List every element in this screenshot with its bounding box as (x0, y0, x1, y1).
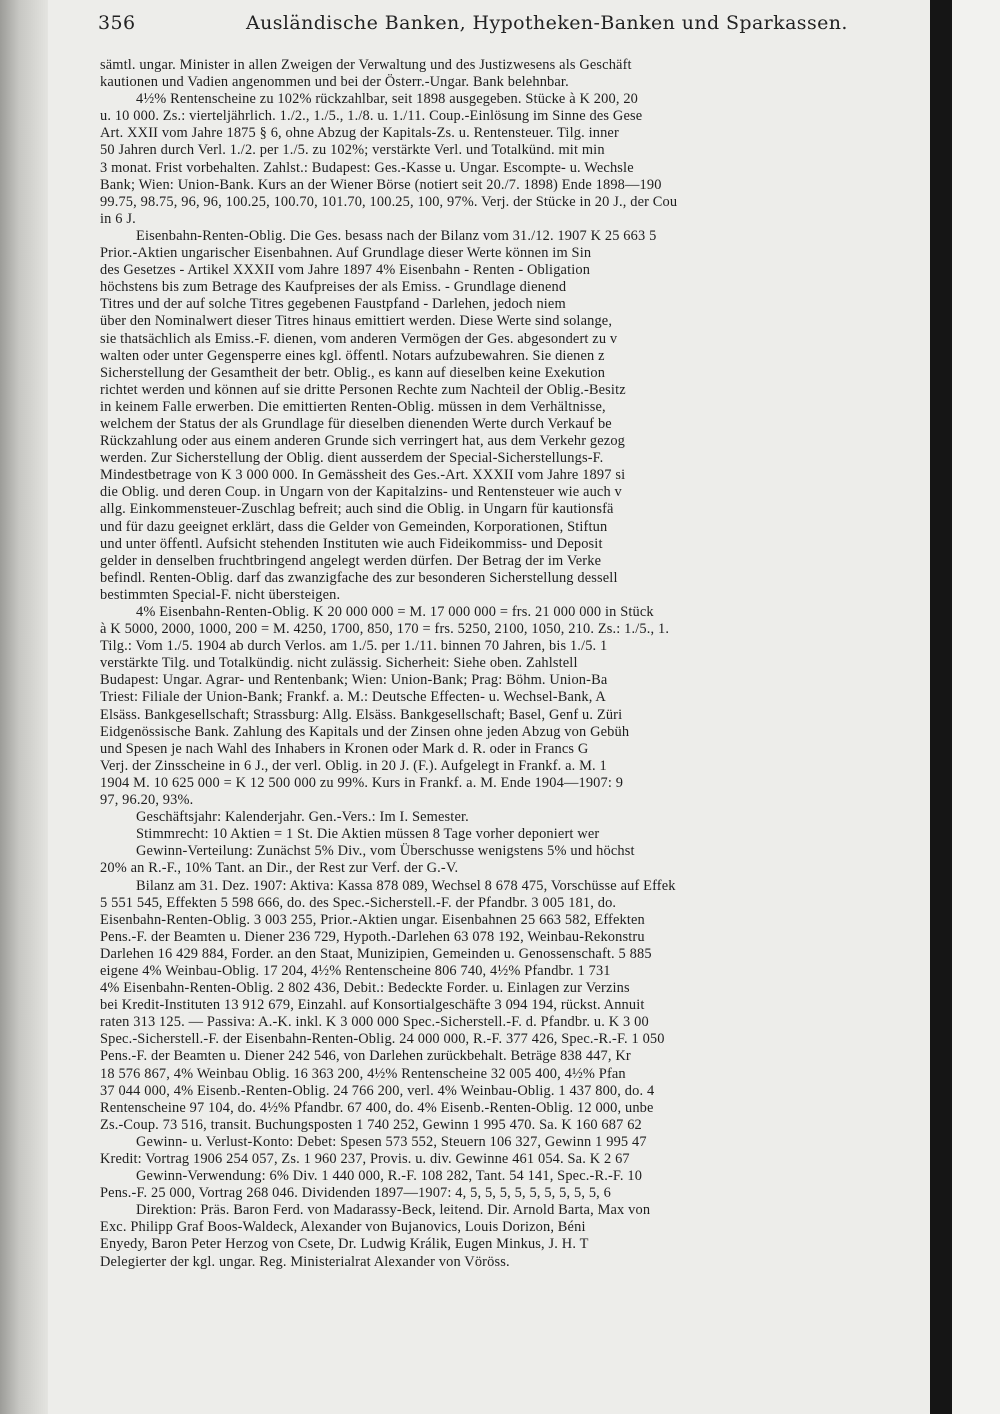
text-line: Mindestbetrage von K 3 000 000. In Gemässheit des Ges.-Art. XXXII vom Jahre 1897 si (100, 467, 626, 484)
text-line: walten oder unter Gegensperre eines kgl. öffentl. Notars aufzubewahren. Sie dienen z (100, 347, 605, 364)
text-line: höchstens bis zum Betrage des Kaufpreises der als Emiss. - Grundlage dienend (100, 279, 567, 296)
text-line: 1904 M. 10 625 000 = K 12 500 000 zu 99%. Kurs in Frankf. a. M. Ende 1904—1907: 9 (100, 774, 624, 791)
text-line: Zs.-Coup. 73 516, transit. Buchungsposten 1 740 252, Gewinn 1 995 470. Sa. K 160 687 62 (100, 1116, 642, 1133)
text-line: bei Kredit-Instituten 13 912 679, Einzahl. auf Konsortialgeschäfte 3 094 194, rückst. Annuit (100, 997, 645, 1014)
text-line: welchem der Status der als Grundlage für dieselben dienenden Werte durch Verkauf be (100, 415, 612, 432)
text-line: sie thatsächlich als Emiss.-F. dienen, vom anderen Vermögen der Ges. abgesondert zu v (100, 330, 618, 347)
text-line: und unter öffentl. Aufsicht stehenden Instituten wie auch Fideikommiss- und Deposit (100, 535, 603, 552)
text-line: 4% Eisenbahn-Renten-Oblig. K 20 000 000 = M. 17 000 000 = frs. 21 000 000 in Stück (136, 604, 654, 620)
text-line: 99.75, 98.75, 96, 96, 100.25, 100.70, 101.70, 100.25, 100, 97%. Verj. der Stücke in 20 J., der Cou (100, 193, 678, 210)
text-line: Bilanz am 31. Dez. 1907: Aktiva: Kassa 878 089, Wechsel 8 678 475, Vorschüsse auf Effek (136, 877, 676, 894)
text-line: Eisenbahn-Renten-Oblig. 3 003 255, Prior.-Aktien ungar. Eisenbahnen 25 663 582, Effekten (100, 911, 645, 928)
text-line: Budapest: Ungar. Agrar- und Rentenbank; Wien: Union-Bank; Prag: Böhm. Union-Ba (100, 672, 608, 689)
text-line: des Gesetzes - Artikel XXXII vom Jahre 1897 4% Eisenbahn - Renten - Obligation (100, 262, 591, 279)
text-line: gelder in denselben fruchtbringend angelegt werden dürfen. Der Betrag der im Verke (100, 552, 602, 569)
text-line: Prior.-Aktien ungarischer Eisenbahnen. Auf Grundlage dieser Werte können im Sin (100, 245, 592, 262)
text-line: Triest: Filiale der Union-Bank; Frankf. a. M.: Deutsche Effecten- u. Wechsel-Bank, A (100, 689, 606, 706)
text-line: Sicherstellung der Gesamtheit der betr. Oblig., es kann auf dieselben keine Exekution (100, 364, 606, 381)
text-line: Eisenbahn-Renten-Oblig. Die Ges. besass nach der Bilanz vom 31./12. 1907 K 25 663 5 (136, 227, 657, 244)
text-line: 3 monat. Frist vorbehalten. Zahlst.: Budapest: Ges.-Kasse u. Ungar. Escompte- u. Wechsle (100, 159, 634, 176)
running-title: Ausländische Banken, Hypotheken-Banken und Sparkassen. (246, 12, 848, 34)
text-line: die Oblig. und deren Coup. in Ungarn von der Kapitalzins- und Rentensteuer wie auch v (100, 484, 622, 501)
text-line: Direktion: Präs. Baron Ferd. von Madarassy-Beck, leitend. Dir. Arnold Barta, Max von (136, 1202, 651, 1219)
right-page-margin (952, 0, 1000, 1414)
text-line: Rückzahlung oder aus einem anderen Grunde sich verringert hat, aus dem Verkehr gezog (100, 433, 626, 450)
page-header (98, 10, 928, 42)
text-line: Stimmrecht: 10 Aktien = 1 St. Die Aktien müssen 8 Tage vorher deponiert wer (136, 826, 600, 843)
text-line: 4½% Rentenscheine zu 102% rückzahlbar, seit 1898 ausgegeben. Stücke à K 200, 20 (136, 91, 639, 108)
body-text (100, 57, 920, 1387)
text-line: eigene 4% Weinbau-Oblig. 17 204, 4½% Rentenscheine 806 740, 4½% Pfandbr. 1 731 (100, 962, 611, 979)
text-line: in keinem Falle erwerben. Die emittierten Renten-Oblig. müssen in dem Verhältnisse, (100, 398, 606, 415)
text-line: Darlehen 16 429 884, Forder. an den Staat, Munizipien, Gemeinden u. Genossenschaft. 5 885 (100, 945, 652, 962)
text-line: Pens.-F. der Beamten u. Diener 236 729, Hypoth.-Darlehen 63 078 192, Weinbau-Rekonstru (100, 928, 645, 945)
text-line: Elsäss. Bankgesellschaft; Strassburg: Allg. Elsäss. Bankgesellschaft; Basel, Genf u. Züri (100, 706, 623, 723)
text-line: 37 044 000, 4% Eisenb.-Renten-Oblig. 24 766 200, verl. 4% Weinbau-Oblig. 1 437 800, do. 4 (100, 1082, 655, 1099)
text-line: 4% Eisenbahn-Renten-Oblig. 2 802 436, Debit.: Bedeckte Forder. u. Einlagen zur Verzins (100, 980, 630, 997)
text-line: allg. Einkommensteuer-Zuschlag befreit; auch sind die Oblig. in Ungarn für kautionsfä (100, 501, 614, 518)
text-line: u. 10 000. Zs.: vierteljährlich. 1./2., 1./5., 1./8. u. 1./11. Coup.-Einlösung im Sinne des Gese (100, 108, 643, 125)
text-line: Eidgenössische Bank. Zahlung des Kapitals und der Zinsen ohne jeden Abzug von Gebüh (100, 723, 630, 740)
text-line: Pens.-F. 25 000, Vortrag 268 046. Dividenden 1897—1907: 4, 5, 5, 5, 5, 5, 5, 5, 5, 5, 6 (100, 1185, 612, 1202)
text-line: à K 5000, 2000, 1000, 200 = M. 4250, 1700, 850, 170 = frs. 5250, 2100, 1050, 210. Zs.: 1./5., 1. (100, 621, 670, 638)
text-line: 50 Jahren durch Verl. 1./2. per 1./5. zu 102%; verstärkte Verl. und Totalkünd. mit min (100, 142, 605, 159)
text-line: Geschäftsjahr: Kalenderjahr. Gen.-Vers.: Im I. Semester. (136, 809, 469, 826)
text-line: kautionen und Vadien angenommen und bei der Österr.-Ungar. Bank belehnbar. (100, 74, 569, 91)
text-line: Pens.-F. der Beamten u. Diener 242 546, von Darlehen zurückbehalt. Beträge 838 447, Kr (100, 1048, 631, 1065)
text-line: sämtl. ungar. Minister in allen Zweigen der Verwaltung und des Justizwesens als Geschäft (100, 57, 632, 73)
left-page-gutter-shadow (0, 0, 48, 1414)
text-line: bestimmten Special-F. nicht übersteigen. (100, 586, 341, 603)
text-line: Spec.-Sicherstell.-F. der Eisenbahn-Renten-Oblig. 24 000 000, R.-F. 377 426, Spec.-R.-F. 1 050 (100, 1031, 665, 1048)
text-line: richtet werden und können auf sie dritte Personen Rechte zum Nachteil der Oblig.-Besitz (100, 381, 626, 398)
text-line: in 6 J. (100, 210, 136, 227)
text-line: Art. XXII vom Jahre 1875 § 6, ohne Abzug der Kapitals-Zs. u. Rentensteuer. Tilg. inner (100, 125, 619, 142)
text-line: verstärkte Tilg. und Totalkündig. nicht zulässig. Sicherheit: Siehe oben. Zahlstell (100, 655, 578, 672)
text-line: Rentenscheine 97 104, do. 4½% Pfandbr. 67 400, do. 4% Eisenb.-Renten-Oblig. 12 000, unbe (100, 1099, 654, 1116)
text-line: werden. Zur Sicherstellung der Oblig. dient ausserdem der Special-Sicherstellungs-F. (100, 450, 604, 467)
text-line: Bank; Wien: Union-Bank. Kurs an der Wiener Börse (notiert seit 20./7. 1898) Ende 1898—190 (100, 176, 662, 193)
text-line: Enyedy, Baron Peter Herzog von Csete, Dr. Ludwig Králik, Eugen Minkus, J. H. T (100, 1236, 589, 1253)
right-scan-edge-bar (930, 0, 952, 1414)
text-line: befindl. Renten-Oblig. darf das zwanzigfache des zur besonderen Sicherstellung dessell (100, 569, 618, 586)
text-line: Gewinn-Verwendung: 6% Div. 1 440 000, R.-F. 108 282, Tant. 54 141, Spec.-R.-F. 10 (136, 1168, 643, 1185)
text-line: Delegierter der kgl. ungar. Reg. Ministerialrat Alexander von Vöröss. (100, 1253, 510, 1270)
text-line: Gewinn-Verteilung: Zunächst 5% Div., vom Überschusse wenigstens 5% und höchst (136, 843, 635, 860)
text-line: 20% an R.-F., 10% Tant. an Dir., der Rest zur Verf. der G.-V. (100, 860, 459, 877)
text-line: über den Nominalwert dieser Titres hinaus emittiert werden. Diese Werte sind solange, (100, 313, 613, 330)
text-line: Gewinn- u. Verlust-Konto: Debet: Spesen 573 552, Steuern 106 327, Gewinn 1 995 47 (136, 1133, 647, 1150)
text-line: Kredit: Vortrag 1906 254 057, Zs. 1 960 237, Provis. u. div. Gewinne 461 054. Sa. K 2 67 (100, 1151, 630, 1167)
text-line: Tilg.: Vom 1./5. 1904 ab durch Verlos. am 1./5. per 1./11. binnen 70 Jahren, bis 1./5. 1 (100, 638, 608, 655)
text-line: Verj. der Zinsscheine in 6 J., der verl. Oblig. in 20 J. (F.). Aufgelegt in Frankf. a. M. 1 (100, 757, 607, 774)
text-line: Exc. Philipp Graf Boos-Waldeck, Alexander von Bujanovics, Louis Dorizon, Béni (100, 1219, 586, 1236)
text-line: 18 576 867, 4% Weinbau Oblig. 16 363 200, 4½% Rentenscheine 32 005 400, 4½% Pfan (100, 1065, 626, 1082)
text-line: 97, 96.20, 93%. (100, 792, 194, 809)
text-line: und Spesen je nach Wahl des Inhabers in Kronen oder Mark d. R. oder in Francs G (100, 740, 589, 757)
page-number: 356 (98, 12, 136, 34)
text-line: Titres und der auf solche Titres gegebenen Faustpfand - Darlehen, jedoch niem (100, 296, 566, 313)
text-line: raten 313 125. — Passiva: A.-K. inkl. K 3 000 000 Spec.-Sicherstell.-F. d. Pfandbr. u. K 3 00 (100, 1014, 649, 1031)
text-line: und für dazu geeignet erklärt, dass die Gelder von Gemeinden, Korporationen, Stiftun (100, 518, 608, 535)
text-line: 5 551 545, Effekten 5 598 666, do. des Spec.-Sicherstell.-F. der Pfandbr. 3 005 181, do. (100, 894, 617, 911)
